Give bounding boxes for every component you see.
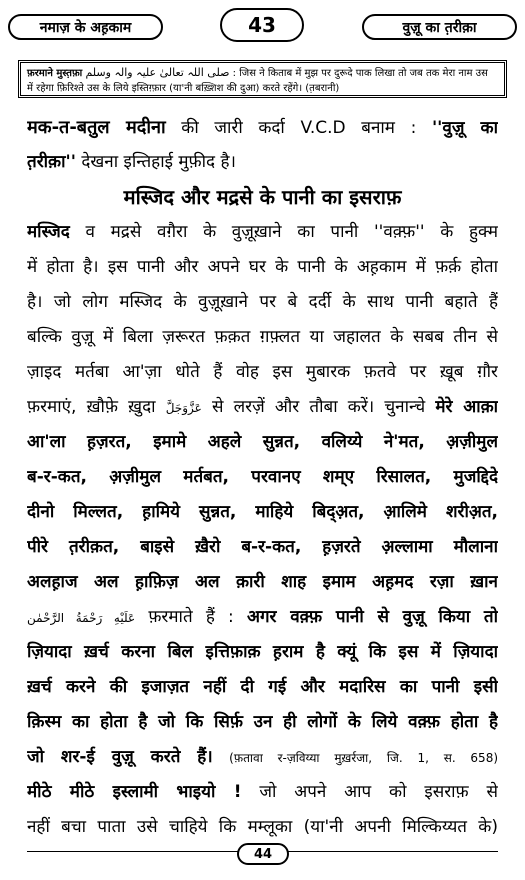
text-line: पीरे त़रीक़त, बाइसे ख़ैरो ब-र-कत, ह़ज़रते अ़ल्लामा मौलाना: [27, 537, 498, 557]
text-line: [27, 775, 498, 810]
text-line: क़िस्म का होता है जो कि सिर्फ़ उन ही लोगों के लिये वक़्फ़ होता है: [27, 712, 498, 732]
text-line: में होता है। इस पानी और अपने घर के पानी के अह़काम में फ़र्क़ होता: [27, 257, 498, 277]
text-line: दीनो मिल्लत, ह़ामिये सुन्नत, माहिये बिद्अ़त, आ़लिमे शरीअ़त,: [27, 502, 498, 522]
quote-text: ''वुज़ू का: [431, 118, 498, 138]
text-line: है। जो लोग मस्जिद के वुज़ूख़ाने पर बे दर्दी के साथ पानी बहाते हैं: [27, 292, 498, 312]
text-line: [27, 215, 498, 250]
text-span: फ़रमाते हैं :: [148, 607, 234, 627]
text-line: [27, 110, 498, 145]
text-span: व मद्रसे वग़ैरा के वुज़ूख़ाने का पानी ''वक़्फ़'' के हुक्म: [85, 222, 498, 242]
section-heading: मस्जिद और मद्रसे के पानी का इसराफ़: [123, 185, 402, 209]
text-span: से लरज़ें और तौबा करें। चुनान्चे: [211, 397, 426, 417]
text-line: [27, 740, 498, 775]
citation: (फ़तावा र-ज़विय्या मुख़र्रजा, जि. 1, स. 658): [229, 751, 498, 765]
text-line: आ'ला ह़ज़रत, इमामे अहले सुन्नत, वलिय्ये ने'मत, अ़ज़ीमुल: [27, 432, 498, 452]
page-number: 43: [220, 8, 304, 42]
hadith-text-1: : जिस ने किताब में मुझ पर दुरूदे पाक लिखा तो जब तक मेरा नाम उस: [232, 68, 488, 79]
bold-term: जो शर-ई वुज़ू करते हैं।: [27, 747, 213, 767]
bold-term: अगर वक़्फ़ पानी से वुज़ू किया तो: [247, 607, 498, 627]
publisher-name: मक-त-बतुल मदीना: [27, 117, 166, 138]
page-header: [8, 6, 517, 40]
hadith-box: [18, 60, 507, 98]
text-line: ब-र-कत, अ़ज़ीमुल मर्तबत, परवानए शम्ए रिसालत, मुजद्दिदे: [27, 467, 498, 487]
text-span: देखना इन्तिहाई मुफ़ीद है।: [81, 152, 236, 172]
footer-page-number: 44: [237, 843, 289, 865]
salutation-text: صلی اللہ تعالیٰ علیہ والہ وسلم: [85, 66, 230, 79]
text-line: ख़र्च करने की इजाज़त नहीं दी गई और मदारिस का पानी इसी: [27, 677, 498, 697]
hadith-label: फ़रमाने मुस्त़फ़ा: [27, 68, 83, 79]
arabic-text: عَلَيْهِ رَحْمَةُ الرَّحْمٰن: [27, 611, 136, 625]
bold-term: मीठे मीठे इस्लामी भाइयो !: [27, 782, 242, 802]
chapter-title: वुज़ू का त़रीक़ा: [362, 14, 517, 40]
text-line: अलह़ाज अल ह़ाफ़िज़ अल क़ारी शाह इमाम अह़मद रज़ा ख़ान: [27, 572, 498, 592]
main-text: [27, 110, 498, 845]
text-line: [27, 600, 498, 635]
text-line: [27, 390, 498, 425]
text-span: जो अपने आप को इसराफ़ से: [259, 782, 498, 802]
quote-text: त़रीक़ा'': [27, 152, 76, 172]
text-line: बल्कि वुज़ू में बिला ज़रूरत फ़क़त ग़फ़्लत या जहालत के सबब तीन से: [27, 327, 498, 347]
hadith-line-1: [27, 65, 498, 81]
text-line: ज़ाइद मर्तबा आ'ज़ा धोते हैं वोह इस मुबारक फ़तवे पर ख़ूब ग़ौर: [27, 362, 498, 382]
arabic-text: عَزَّوَجَلَّ: [165, 401, 202, 415]
text-line: नहीं बचा पाता उसे चाहिये कि मम्लूका (या'नी अपनी मिल्किय्यत के): [27, 817, 498, 837]
hadith-text-2: में रहेगा फ़िरिश्ते उस के लिये इस्तिग़्फ़ार (या'नी बख़्शिश की दुआ) करते रहेंगे। (त़बरानी): [27, 83, 340, 94]
text-line: ज़ियादा ख़र्च करना बिल इत्तिफ़ाक़ ह़राम है क्यूं कि इस में ज़ियादा: [27, 642, 498, 662]
text-span: फ़रमाएं, ख़ौफ़े ख़ुदा: [27, 397, 156, 417]
text-line: [27, 145, 498, 180]
bold-term: मेरे आक़ा: [435, 397, 498, 417]
book-title: नमाज़ के अह़काम: [8, 14, 163, 40]
text-span: की जारी कर्दा V.C.D बनाम :: [181, 118, 417, 138]
bold-term: मस्जिद: [27, 222, 70, 242]
